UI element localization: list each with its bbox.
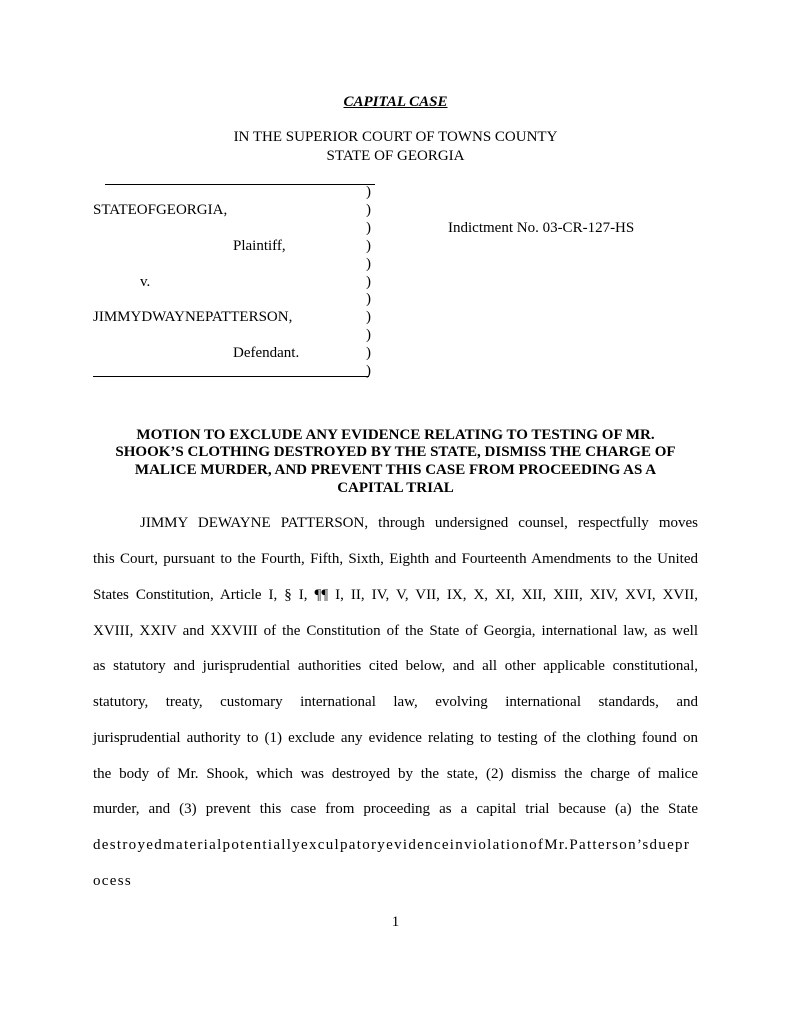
body-line: as statutory and jurisprudential authorities cited below, and all other applicable constitutional, [93, 658, 698, 674]
caption-top-rule [105, 184, 375, 185]
motion-title-line: MOTION TO EXCLUDE ANY EVIDENCE RELATING TO TESTING OF MR. [136, 427, 655, 443]
body-line: ocess [93, 873, 132, 889]
motion-title-line: MALICE MURDER, AND PREVENT THIS CASE FROM PROCEEDING AS A [134, 462, 657, 478]
body-line: States Constitution, Article I, § I, ¶¶ I, II, IV, V, VII, IX, X, XI, XII, XIII, XIV, XVI, XVII, [93, 587, 698, 603]
caption-paren: ) [366, 363, 371, 379]
motion-title-line: SHOOK’S CLOTHING DESTROYED BY THE STATE, DISMISS THE CHARGE OF [115, 444, 676, 460]
case-type-heading: CAPITAL CASE [343, 94, 448, 110]
caption-paren: ) [366, 274, 371, 290]
caption-paren: ) [366, 256, 371, 272]
defendant-role: Defendant. [233, 345, 300, 361]
body-line: JIMMY DEWAYNE PATTERSON, through undersigned counsel, respectfully moves [140, 515, 698, 531]
body-line: the body of Mr. Shook, which was destroyed by the state, (2) dismiss the charge of malice [93, 766, 698, 782]
body-line: XVIII, XXIV and XXVIII of the Constitution of the State of Georgia, international law, as well [93, 623, 698, 639]
caption-paren: ) [366, 238, 371, 254]
caption-paren: ) [366, 202, 371, 218]
indictment-number: Indictment No. 03-CR-127-HS [448, 220, 635, 236]
body-line: destroyedmaterialpotentiallyexculpatoryevidenceinviolationofMr.Patterson’sduepr [93, 837, 691, 853]
defendant-name: JIMMYDWAYNEPATTERSON, [93, 309, 293, 325]
plaintiff-role: Plaintiff, [233, 238, 286, 254]
caption-paren: ) [366, 327, 371, 343]
body-line: murder, and (3) prevent this case from proceeding as a capital trial because (a) the State [93, 801, 698, 817]
caption-paren: ) [366, 291, 371, 307]
caption-paren: ) [366, 345, 371, 361]
plaintiff-name: STATEOFGEORGIA, [93, 202, 228, 218]
motion-title-line: CAPITAL TRIAL [337, 480, 454, 496]
body-line: jurisprudential authority to (1) exclude any evidence relating to testing of the clothing found on [93, 730, 698, 746]
versus-label: v. [140, 274, 151, 290]
caption-paren: ) [366, 220, 371, 236]
caption-paren: ) [366, 184, 371, 200]
body-line: this Court, pursuant to the Fourth, Fifth, Sixth, Eighth and Fourteenth Amendments to the United [93, 551, 698, 567]
court-state-line: STATE OF GEORGIA [326, 148, 465, 164]
caption-bottom-rule [93, 376, 369, 377]
caption-paren: ) [366, 309, 371, 325]
court-name-line: IN THE SUPERIOR COURT OF TOWNS COUNTY [233, 129, 558, 145]
body-line: statutory, treaty, customary international law, evolving international standards, and [93, 694, 698, 710]
page-number: 1 [391, 914, 400, 930]
